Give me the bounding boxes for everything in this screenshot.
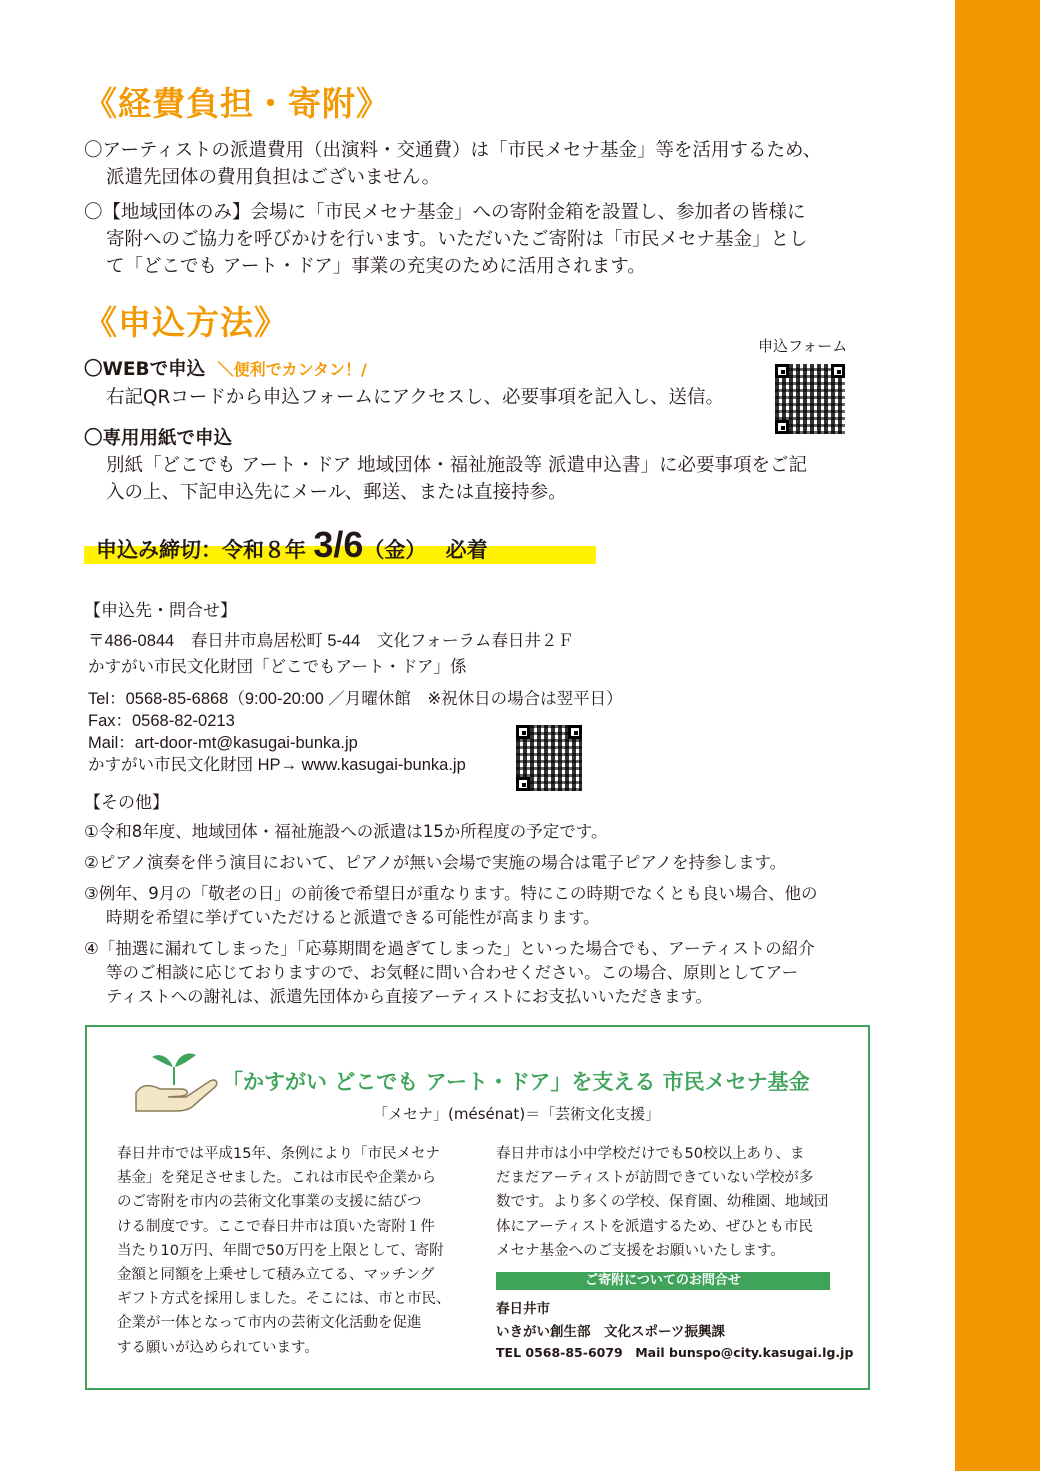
mecenat-left-line: する願いが込められています。	[117, 1339, 319, 1356]
cost-item-2-line: て「どこでも アート・ドア」事業の充実のために活用されます。	[106, 256, 646, 277]
section-title-apply: 《申込方法》	[84, 303, 288, 342]
other-item-line: 時期を希望に挙げていただけると派遣できる可能性が高まります。	[106, 908, 600, 927]
cost-item-1	[84, 137, 821, 191]
hand-sprout-icon	[130, 1045, 220, 1115]
mecenat-left-line: のご寄附を市内の芸術文化事業の支援に結びつ	[117, 1194, 422, 1211]
mecenat-title: 「かすがい どこでも アート・ドア」を支える 市民メセナ基金	[222, 1070, 810, 1094]
other-item-line: ②ピアノ演奏を伴う演目において、ピアノが無い会場で実施の場合は電子ピアノを持参します。	[84, 853, 787, 872]
mecenat-right-line: メセナ基金へのご支援をお願いいたします。	[496, 1242, 785, 1259]
other-item-line: ④「抽選に漏れてしまった」「応募期間を過ぎてしまった」といった場合でも、アーティストの紹介	[84, 939, 815, 958]
other-item-3	[84, 882, 817, 930]
mecenat-left-line: 金額と同額を上乗せして積み立てる、マッチング	[117, 1267, 435, 1284]
web-apply-badge: ＼便利でカンタン！/	[217, 360, 367, 379]
contact-tel: Tel：0568-85-6868（9:00-20:00 ／月曜休館 ※祝休日の場合は翌平日）	[88, 690, 623, 708]
donation-contact-info[interactable]: TEL 0568-85-6079 Mail bunspo@city.kasugai.lg.jp	[496, 1345, 854, 1360]
cost-item-2	[84, 199, 808, 280]
mecenat-left-line: 基金」を発足させました。これは市民や企業から	[117, 1170, 436, 1187]
paper-apply-text	[106, 452, 807, 506]
paper-apply-heading: 〇専用用紙で申込	[84, 428, 233, 449]
paper-apply-line: 別紙「どこでも アート・ドア 地域団体・福祉施設等 派遣申込書」に必要事項をご記	[106, 455, 808, 476]
form-qr-code[interactable]	[775, 364, 845, 434]
web-apply-heading: 〇WEBで申込	[84, 359, 206, 380]
mecenat-left-line: 当たり10万円、年間で50万円を上限として、寄附	[117, 1242, 444, 1259]
contact-fax: Fax：0568-82-0213	[88, 712, 235, 730]
cost-item-1-line: 派遣先団体の費用負担はございません。	[106, 167, 441, 188]
mecenat-left-line: ける制度です。ここで春日井市は頂いた寄附１件	[117, 1218, 435, 1235]
deadline	[96, 524, 488, 566]
other-item-2	[84, 851, 786, 875]
mecenat-subtitle: 「メセナ」(mésénat)＝「芸術文化支援」	[373, 1105, 661, 1123]
website-qr-code[interactable]	[516, 725, 582, 791]
mecenat-right-line: だまだアーティストが訪問できていない学校が多	[496, 1170, 814, 1187]
cost-item-2-line: 寄附へのご協力を呼びかけを行います。いただいたご寄附は「市民メセナ基金」とし	[106, 229, 808, 250]
contact-org: かすがい市民文化財団「どこでもアート・ドア」係	[88, 658, 467, 676]
form-label: 申込フォーム	[758, 338, 848, 355]
deadline-day: （金）	[363, 538, 427, 562]
donation-contact-org: 春日井市	[496, 1301, 550, 1317]
mecenat-right-line: 体にアーティストを派遣するため、ぜひとも市民	[496, 1218, 813, 1235]
other-item-line: ③例年、9月の「敬老の日」の前後で希望日が重なります。特にこの時期でなくとも良い場合、他の	[84, 884, 818, 903]
section-title-cost: 《経費負担・寄附》	[84, 84, 390, 123]
other-item-line: ティストへの謝礼は、派遣先団体から直接アーティストにお支払いいただきます。	[106, 987, 713, 1006]
web-apply-heading-row	[84, 356, 367, 383]
side-color-bar	[955, 0, 1040, 1471]
mecenat-left-line: 春日井市では平成15年、条例により「市民メセナ	[117, 1146, 440, 1162]
other-item-line: 等のご相談に応じておりますので、お気軽に問い合わせください。この場合、原則としてアー	[106, 963, 799, 982]
donation-contact-dept: いきがい創生部 文化スポーツ振興課	[496, 1324, 725, 1340]
cost-item-1-line: 〇アーティストの派遣費用（出演料・交通費）は「市民メセナ基金」等を活用するため、	[84, 140, 822, 161]
paper-apply-line: 入の上、下記申込先にメール、郵送、または直接持参。	[106, 482, 567, 503]
mecenat-left-line: 企業が一体となって市内の芸術文化活動を促進	[117, 1315, 422, 1332]
mecenat-left-column	[117, 1142, 451, 1360]
cost-item-2-line: 〇【地域団体のみ】会場に「市民メセナ基金」への寄附金箱を設置し、参加者の皆様に	[84, 202, 806, 223]
other-item-1	[84, 820, 607, 844]
deadline-suffix: 必着	[445, 538, 488, 562]
mecenat-right-line: 数です。より多くの学校、保育園、幼稚園、地域団	[496, 1194, 829, 1211]
mecenat-left-line: ギフト方式を採用しました。そこには、市と市民、	[117, 1291, 451, 1308]
other-item-line: ①令和8年度、地域団体・福祉施設への派遣は15か所程度の予定です。	[84, 822, 608, 841]
web-apply-text: 右記QRコードから申込フォームにアクセスし、必要事項を記入し、送信。	[106, 387, 724, 408]
deadline-prefix: 申込み締切：令和８年	[96, 538, 306, 562]
other-item-4	[84, 937, 815, 1009]
mecenat-right-column	[496, 1142, 828, 1263]
contact-mail[interactable]: Mail：art-door-mt@kasugai-bunka.jp	[88, 734, 358, 752]
other-heading: 【その他】	[84, 793, 169, 812]
contact-hp[interactable]: かすがい市民文化財団 HP→ www.kasugai-bunka.jp	[88, 756, 466, 774]
contact-heading: 【申込先・問合せ】	[84, 601, 237, 620]
donation-contact-banner: ご寄附についてのお問合せ	[496, 1272, 830, 1290]
mecenat-right-line: 春日井市は小中学校だけでも50校以上あり、ま	[496, 1146, 805, 1162]
contact-address: 〒486-0844 春日井市鳥居松町 5-44 文化フォーラム春日井２Ｆ	[88, 632, 574, 650]
deadline-date: 3/6	[313, 524, 364, 565]
